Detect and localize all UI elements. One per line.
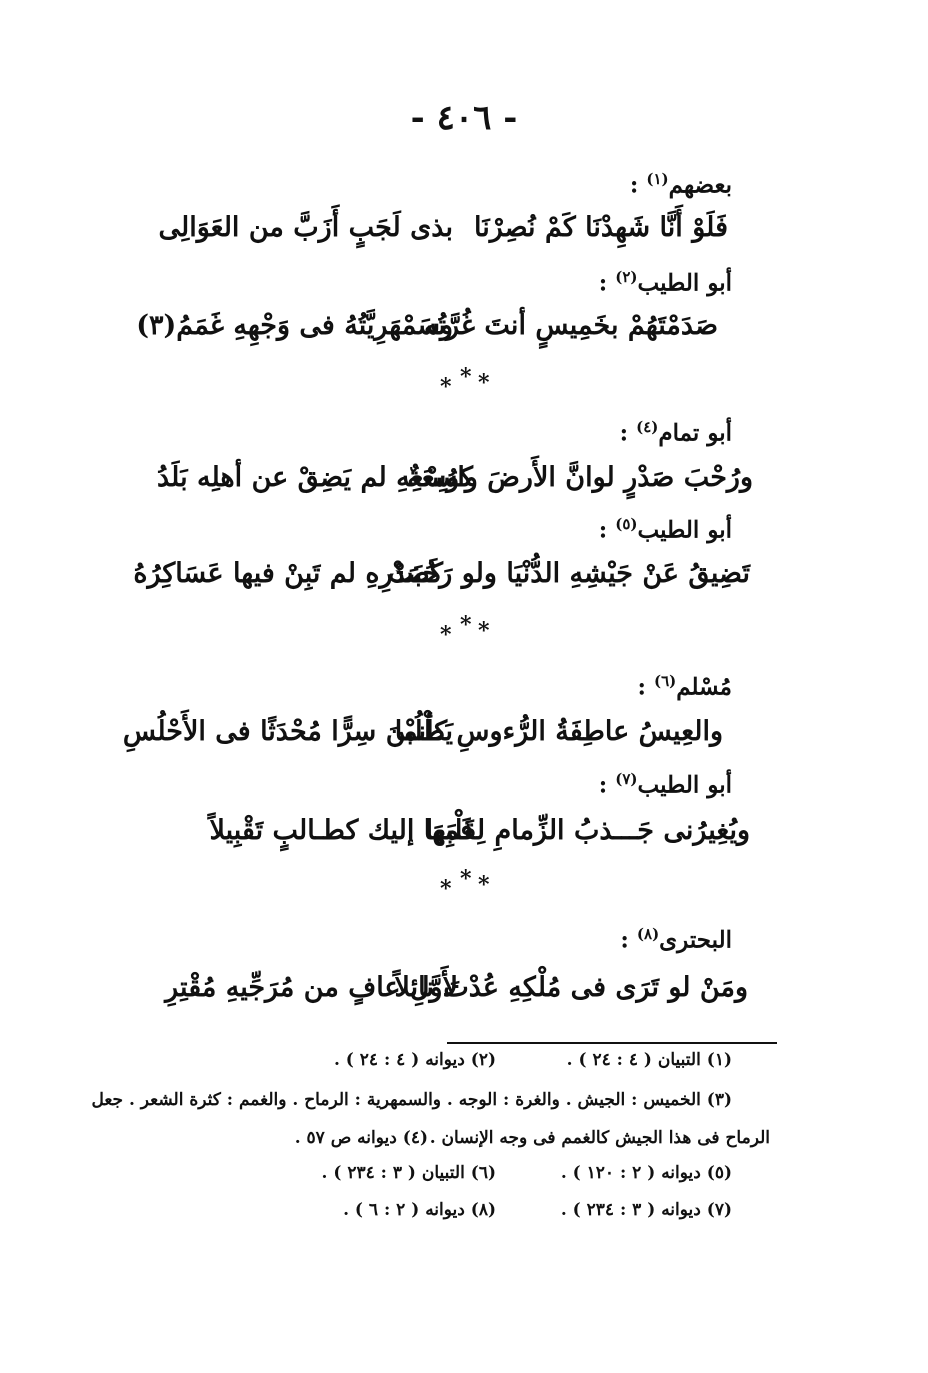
footnote-marker: (٦) <box>653 672 677 690</box>
footnote-marker: (٢) <box>615 268 638 286</box>
poet-name: مُسْلم <box>676 673 732 701</box>
poet-name: أبو تمام <box>658 419 732 447</box>
heading-colon: : <box>620 926 629 954</box>
poet-heading <box>599 515 732 544</box>
section-separator: * * * <box>440 612 490 648</box>
verse-first-hemistich: ويُغِيرُنى جَـــذبُ الزِّمامِ لِقَلْبِها <box>425 815 750 846</box>
verse-second-hemistich: كَصَدْرِهِ لم تَبِنْ فيها عَسَاكِرُهُ <box>133 558 443 589</box>
verse-first-hemistich: والعِيسُ عاطِفَةُ الرُّءوسِ كأنما <box>394 716 723 747</box>
heading-colon: : <box>598 269 608 297</box>
footnote-marker: (١) <box>646 170 669 188</box>
heading-colon: : <box>637 673 646 701</box>
page-number: - ٤٠٦ - <box>410 98 518 138</box>
poet-heading <box>620 925 732 954</box>
verse-first-hemistich: ومَنْ لو تَرَى فى مُلْكِهِ عُدْتَ نائلاً <box>394 972 748 1003</box>
footnote-marker: (٥) <box>615 515 638 533</box>
heading-colon: : <box>619 419 629 447</box>
poet-name: أبو الطيب <box>637 516 732 544</box>
footnote-marker: (٧) <box>615 770 638 788</box>
verse-first-hemistich: صَدَمْتَهُمْ بخَمِيسٍ أنتَ غُرَّتُه <box>424 310 718 341</box>
verse-first-hemistich: تَضِيقُ عَنْ جَيْشِهِ الدُّنْيَا ولو رَحُبَتْ <box>387 558 750 589</box>
heading-colon: : <box>598 771 608 799</box>
footnote: (٨) ديوانه ( ٢ : ٦ ) . <box>343 1200 496 1220</box>
verse-second-hemistich: لأَوَّلِ عافٍ من مُرَجِّيهِ مُقْتِرِ <box>165 972 458 1003</box>
footnote-marker: (٨) <box>636 925 660 943</box>
section-separator: * * * <box>440 364 490 400</box>
heading-colon: : <box>598 516 608 544</box>
verse-second-hemistich: وسَمْهَرِيَّتُهُ فى وَجْهِهِ غَمَمُ(٣) <box>136 310 453 341</box>
verse-second-hemistich: فَمَهَا إليك كطـالبٍ تَقْبِيلاً <box>209 815 473 846</box>
poet-heading <box>630 170 732 199</box>
footnote: (٧) ديوانه ( ٣ : ٢٣٤ ) . <box>560 1200 732 1220</box>
verse-second-hemistich: يَطْلُبْنَ سِرًّا مُحْدَثًا فى الأَحْلُسِ <box>122 716 453 747</box>
poet-heading <box>599 770 732 799</box>
verse-first-hemistich: ورُحْبَ صَدْرٍ لوانَّ الأَرضَ واسِعَةٌ <box>407 462 753 493</box>
poet-name: البحترى <box>659 926 732 954</box>
verse-second-hemistich: بذى لَجَبٍ أَزَبَّ من العَوَالِى <box>158 212 453 243</box>
verse-first-hemistich: فَلَوْ أَنَّا شَهِدْنَا كَمْ نُصِرْنَا <box>473 212 728 243</box>
heading-colon: : <box>629 171 639 199</box>
poet-name: أبو الطيب <box>637 269 732 297</box>
poet-heading <box>620 418 732 447</box>
poet-heading <box>637 672 732 701</box>
footnote: (٣) الخميس : الجيش . والغرة : الوجه . والسمهرية : الرماح . والغمم : كثرة الشعر . جعل <box>91 1090 732 1110</box>
verse-second-hemistich: كوُسْعِهِ لم يَضِقْ عن أهلِه بَلَدُ <box>156 462 473 493</box>
footnote-rule <box>447 1042 777 1044</box>
section-separator: * * * <box>440 866 490 902</box>
poet-name: بعضهم <box>668 171 732 199</box>
footnote: (٥) ديوانه ( ٢ : ١٢٠ ) . <box>560 1163 732 1183</box>
poet-heading <box>599 268 732 297</box>
footnote: (١) التبيان ( ٤ : ٢٤ ) . <box>566 1050 732 1070</box>
footnote-marker: (٤) <box>636 418 659 436</box>
footnote: (٤) ديوانه ص ٥٧ . <box>294 1128 428 1148</box>
footnote: (٢) ديوانه ( ٤ : ٢٤ ) . <box>333 1050 496 1070</box>
footnote: (٦) التبيان ( ٣ : ٢٣٤ ) . <box>321 1163 496 1183</box>
footnote: الرماح فى هذا الجيش كالغمم فى وجه الإنسان . <box>429 1128 770 1148</box>
poet-name: أبو الطيب <box>637 771 732 799</box>
